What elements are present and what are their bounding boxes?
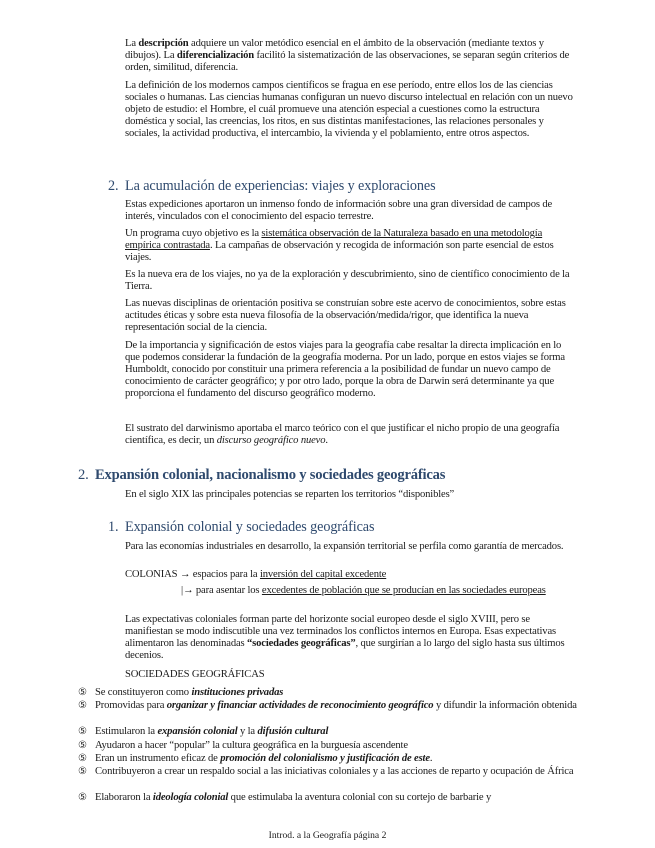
section-heading-viajes: 2. La acumulación de experiencias: viajes y exploraciones <box>108 178 436 194</box>
viajes-paragraph-2: Un programa cuyo objetivo es la sistemática observación de la Naturaleza basado en una metodología empírica contrastada. La campañas de observación y recogida de información son parte esencial de estos viajes. <box>125 228 554 263</box>
colonias-line: COLONIAS → espacios para la inversión del capital excedente <box>125 569 387 580</box>
colonial-paragraph-2: Las expectativas coloniales forman parte del horizonte social europeo desde el siglo XVIII, pero se manifiestan se modo indiscutible una vez terminados los conflictos internos en Europa. Esas expectativas alimentaron las denominadas “sociedades geográficas”, que surgirían a lo largo del siglo hasta sus últimos decenios. <box>125 614 565 661</box>
bullet-icon: ⑤ <box>78 726 87 737</box>
viajes-paragraph-6: El sustrato del darwinismo aportaba el marco teórico con el que justificar el nicho propio de una geografía científica, es decir, un discurso geográfico nuevo. <box>125 423 560 446</box>
intro-paragraph-2: La definición de los modernos campos científicos se fragua en ese período, entre ellos los de las ciencias sociales o humanas. Las ciencias humanas configuran un nuevo discurso intelectual en relación con un nuevo objeto de estudio: el Hombre, el cuál promueve una atención especial a cuestiones como la estructura doméstica y social, las creencias, los ritos, en sus distintas manifestaciones, las relaciones personales y sociales, la actividad productiva, el intercambio, la vivienda y el poblamiento, entre otros aspectos. <box>125 80 573 139</box>
list-item: ⑤ Eran un instrumento eficaz de promoción del colonialismo y justificación de este. <box>78 753 433 764</box>
list-item: ⑤ Contribuyeron a crear un respaldo social a las iniciativas coloniales y a las acciones de reparto y ocupación de África <box>78 766 574 777</box>
bullet-icon: ⑤ <box>78 753 87 764</box>
viajes-paragraph-1: Estas expediciones aportaron un inmenso fondo de información sobre una gran diversidad de campos de interés, vinculados con el conocimiento del espacio terrestre. <box>125 199 553 222</box>
colonias-arrow-line: |→ para asentar los excedentes de población que se producían en las sociedades europeas <box>181 585 546 596</box>
viajes-paragraph-5: De la importancia y significación de estos viajes para la geografía cabe resaltar la directa implicación en lo que podemos considerar la fundación de la geografía moderna. Por un lado, porque en estos viajes se forma Humboldt, conocido por constituir una primera referencia a la posibilidad de fundar un nuevo campo de conocimiento de carácter geográfico; y por otro lado, porque la obra de Darwin será determinante ya que proporciona el fundamento del discurso geográfico moderno. <box>125 340 565 399</box>
bullet-icon: ⑤ <box>78 700 87 711</box>
chapter-heading-expansion: 2. Expansión colonial, nacionalismo y sociedades geográficas <box>78 467 446 483</box>
colonial-paragraph-1: Para las economías industriales en desarrollo, la expansión territorial se perfila como garantía de mercados. <box>125 541 564 552</box>
page-footer: Introd. a la Geografía página 2 <box>268 830 387 841</box>
bullet-icon: ⑤ <box>78 766 87 777</box>
sociedades-label: SOCIEDADES GEOGRÁFICAS <box>125 669 265 680</box>
bullet-icon: ⑤ <box>78 687 87 698</box>
section-heading-colonial: 1. Expansión colonial y sociedades geográficas <box>108 519 375 535</box>
list-item: ⑤ Elaboraron la ideología colonial que estimulaba la aventura colonial con su cortejo de barbarie y <box>78 792 492 803</box>
list-item: ⑤ Ayudaron a hacer “popular” la cultura geográfica en la burguesía ascendente <box>78 740 408 751</box>
viajes-paragraph-3: Es la nueva era de los viajes, no ya de la exploración y descubrimiento, sino de científico conocimiento de la Tierra. <box>125 269 570 292</box>
bullet-icon: ⑤ <box>78 792 87 803</box>
list-item: ⑤ Promovidas para organizar y financiar actividades de reconocimiento geográfico y difundir la información obtenida <box>78 700 577 711</box>
intro-paragraph-1: La descripción adquiere un valor metódico esencial en el ámbito de la observación (mediante textos y dibujos). La diferencialización facilitó la sistematización de las observaciones, se separan según criterios de orden, similitud, diferencia. <box>125 38 570 73</box>
bullet-icon: ⑤ <box>78 740 87 751</box>
list-item: ⑤ Estimularon la expansión colonial y la difusión cultural <box>78 726 329 737</box>
list-item: ⑤ Se constituyeron como instituciones privadas <box>78 687 284 698</box>
viajes-paragraph-4: Las nuevas disciplinas de orientación positiva se construían sobre este acervo de conocimientos, sobre estas actitudes éticas y sobre esta nueva filosofía de la observación/medida/rigor, que identifica la nueva representación social de la ciencia. <box>125 298 566 333</box>
chapter-intro: En el siglo XIX las principales potencias se reparten los territorios “disponibles” <box>125 489 455 500</box>
